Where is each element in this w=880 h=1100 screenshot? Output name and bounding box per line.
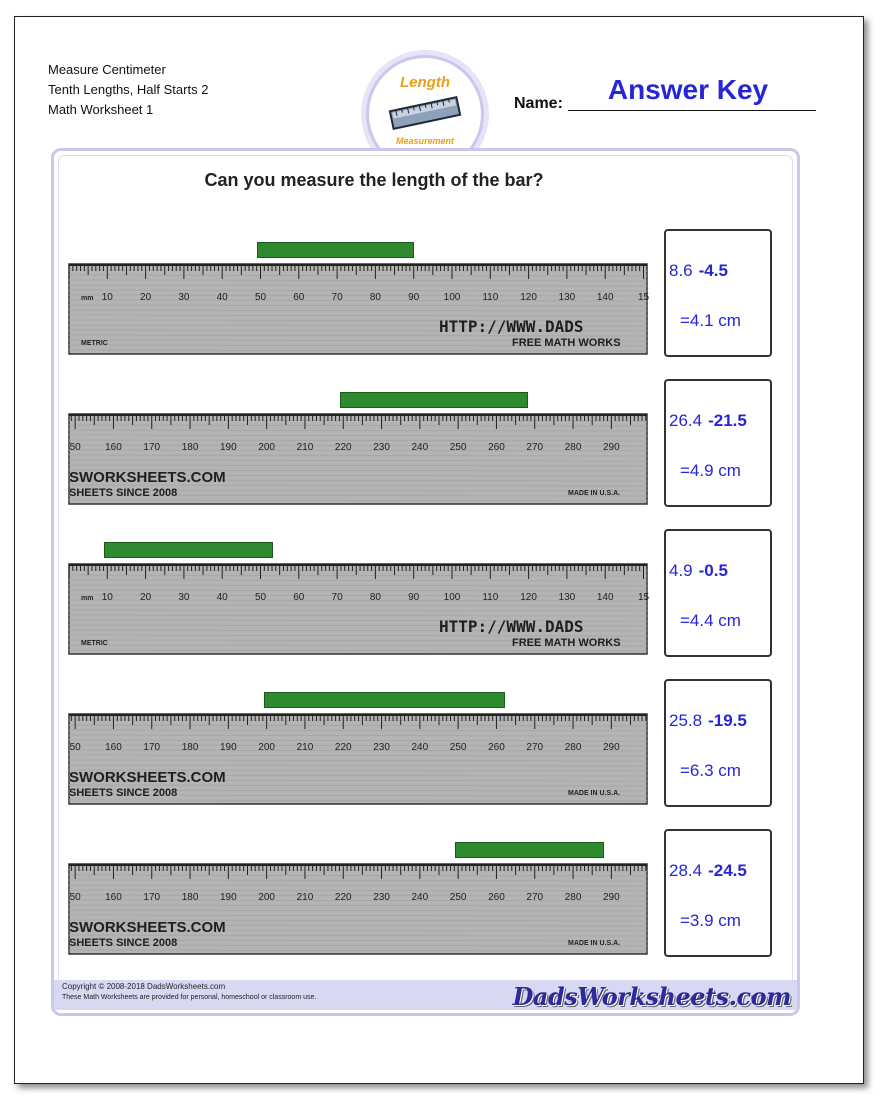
ruler-tick-label: 40 <box>216 592 228 603</box>
ruler-tick-label: 280 <box>564 892 582 903</box>
ruler-made-in: MADE IN U.S.A. <box>568 490 621 497</box>
ruler-tick-label: 180 <box>181 892 199 903</box>
answer-key-text: Answer Key <box>607 74 769 105</box>
ruler-tick-label: 230 <box>373 442 390 453</box>
ruler-tick-label: 190 <box>220 742 237 753</box>
name-label: Name: <box>514 95 563 112</box>
ruler-tick-label: 50 <box>69 442 81 453</box>
ruler-tick-label: 250 <box>449 742 467 753</box>
ruler-tagline: SHEETS SINCE 2008 <box>69 937 178 949</box>
ruler-tick-label: 200 <box>258 442 275 453</box>
logo-subtitle: Measurement <box>395 136 455 146</box>
ruler-tagline: SHEETS SINCE 2008 <box>69 787 178 799</box>
ruler-tick-label: 60 <box>293 592 305 603</box>
title-line-1: Measure Centimeter <box>48 62 166 77</box>
ruler-tick-label: 240 <box>411 442 429 453</box>
ruler-tick-label: 170 <box>143 442 161 453</box>
ruler-tick-label: 40 <box>216 292 228 303</box>
ruler-made-in: MADE IN U.S.A. <box>568 790 621 797</box>
ruler-tick-label: 280 <box>564 742 582 753</box>
ruler-tick-label: 210 <box>296 742 314 753</box>
footer <box>54 980 797 1010</box>
ruler-tick-label: 290 <box>603 742 620 753</box>
ruler <box>69 564 650 654</box>
ruler-tick-label: 20 <box>140 292 152 303</box>
ruler-made-in: MADE IN U.S.A. <box>568 940 621 947</box>
ruler-tick-label: 160 <box>105 442 122 453</box>
ruler-url: SWORKSHEETS.COM <box>69 769 226 786</box>
problem-row <box>69 692 789 822</box>
ruler-tick-label: 30 <box>178 292 190 303</box>
ruler-tick-label: 70 <box>331 592 343 603</box>
ruler-tick-label: 260 <box>488 892 505 903</box>
ruler-tagline: FREE MATH WORKS <box>512 637 621 649</box>
ruler-tick-label: 15 <box>637 592 650 603</box>
ruler-unit: mm <box>81 595 94 602</box>
worksheet-title <box>48 60 208 120</box>
ruler-tick-label: 180 <box>181 742 199 753</box>
title-line-2: Tenth Lengths, Half Starts 2 <box>48 82 209 97</box>
answer-start-value: -0.5 <box>698 561 728 580</box>
answer-box <box>664 229 772 357</box>
ruler-tick-label: 290 <box>603 442 620 453</box>
ruler-tick-label: 210 <box>296 442 314 453</box>
ruler-tick-label: 220 <box>334 742 352 753</box>
problem-row <box>69 392 789 522</box>
ruler-tick-label: 220 <box>334 442 352 453</box>
answer-box <box>664 379 772 507</box>
ruler-tick-label: 80 <box>369 592 381 603</box>
answer-start-value: -21.5 <box>708 411 747 430</box>
ruler-tick-label: 270 <box>526 892 544 903</box>
ruler-url: SWORKSHEETS.COM <box>69 919 226 936</box>
ruler-tick-label: 10 <box>101 292 113 303</box>
answer-subtraction <box>669 561 728 581</box>
answer-box <box>664 829 772 957</box>
ruler <box>69 264 650 354</box>
answer-end-value: 28.4 <box>669 861 703 880</box>
answer-subtraction <box>669 411 747 431</box>
answer-result: =4.1 cm <box>680 311 741 330</box>
ruler-tick-label: 130 <box>558 292 576 303</box>
ruler-tick-label: 170 <box>143 892 161 903</box>
ruler-tick-label: 50 <box>69 742 81 753</box>
problem-row <box>69 842 789 972</box>
answer-end-value: 4.9 <box>669 561 693 580</box>
ruler-tick-label: 100 <box>443 292 461 303</box>
answer-subtraction <box>669 861 747 881</box>
ruler-tick-label: 210 <box>296 892 314 903</box>
ruler-url: HTTP://WWW.DADS <box>439 317 584 336</box>
usage-notice: These Math Worksheets are provided for personal, homeschool or classroom use. <box>62 994 317 1001</box>
ruler-tick-label: 200 <box>258 742 275 753</box>
ruler-tick-label: 230 <box>373 742 390 753</box>
copyright-text: Copyright © 2008-2018 DadsWorksheets.com <box>62 982 226 991</box>
ruler-tick-label: 50 <box>69 892 81 903</box>
ruler-tick-label: 270 <box>526 742 544 753</box>
answer-result: =4.4 cm <box>680 611 741 630</box>
measured-bar <box>264 692 505 708</box>
answer-subtraction <box>669 261 728 281</box>
answer-subtraction <box>669 711 747 731</box>
ruler <box>69 864 647 954</box>
ruler-tick-label: 260 <box>488 442 505 453</box>
ruler <box>69 714 647 804</box>
answer-box <box>664 529 772 657</box>
title-line-3: Math Worksheet 1 <box>48 102 154 117</box>
question-heading: Can you measure the length of the bar? <box>204 170 544 190</box>
ruler-tick-label: 140 <box>596 592 614 603</box>
ruler-tick-label: 130 <box>558 592 576 603</box>
ruler-tick-label: 100 <box>443 592 461 603</box>
ruler-tick-label: 140 <box>596 292 614 303</box>
ruler-tick-label: 260 <box>488 742 505 753</box>
ruler-tick-label: 60 <box>293 292 305 303</box>
ruler-tick-label: 290 <box>603 892 620 903</box>
ruler-tick-label: 90 <box>408 592 420 603</box>
problem-row <box>69 242 789 372</box>
ruler-tick-label: 160 <box>105 892 122 903</box>
ruler-tick-label: 20 <box>140 592 152 603</box>
ruler-tick-label: 200 <box>258 892 275 903</box>
ruler-metric-label: METRIC <box>81 640 108 647</box>
ruler-tick-label: 15 <box>637 292 650 303</box>
ruler-tick-label: 250 <box>449 442 467 453</box>
ruler-tick-label: 280 <box>564 442 582 453</box>
ruler-tagline: SHEETS SINCE 2008 <box>69 487 178 499</box>
answer-end-value: 25.8 <box>669 711 703 730</box>
ruler-unit: mm <box>81 295 94 302</box>
problem-row <box>69 542 789 672</box>
ruler-tick-label: 110 <box>482 292 499 303</box>
answer-end-value: 8.6 <box>669 261 693 280</box>
ruler-url: SWORKSHEETS.COM <box>69 469 226 486</box>
ruler-tick-label: 160 <box>105 742 122 753</box>
answer-end-value: 26.4 <box>669 411 703 430</box>
ruler-tick-label: 190 <box>220 892 237 903</box>
ruler-tick-label: 80 <box>369 292 381 303</box>
answer-start-value: -24.5 <box>708 861 747 880</box>
ruler-tick-label: 230 <box>373 892 390 903</box>
ruler-tick-label: 220 <box>334 892 352 903</box>
ruler-tick-label: 120 <box>520 592 537 603</box>
answer-result: =4.9 cm <box>680 461 741 480</box>
ruler-tick-label: 10 <box>101 592 113 603</box>
answer-box <box>664 679 772 807</box>
ruler-tick-label: 250 <box>449 892 467 903</box>
answer-result: =6.3 cm <box>680 761 741 780</box>
measured-bar <box>455 842 604 858</box>
ruler-tick-label: 270 <box>526 442 544 453</box>
ruler-tick-label: 70 <box>331 292 343 303</box>
ruler <box>69 414 647 504</box>
answer-start-value: -4.5 <box>698 261 728 280</box>
name-line <box>568 110 816 111</box>
measured-bar <box>104 542 273 558</box>
ruler-tick-label: 240 <box>411 892 429 903</box>
ruler-tick-label: 90 <box>408 292 420 303</box>
ruler-tick-label: 30 <box>178 592 190 603</box>
ruler-tick-label: 120 <box>520 292 537 303</box>
ruler-tick-label: 240 <box>411 742 429 753</box>
ruler-metric-label: METRIC <box>81 340 108 347</box>
logo-title: Length <box>400 74 450 91</box>
ruler-icon <box>387 94 463 132</box>
measured-bar <box>340 392 528 408</box>
dadsworksheets-logo: DadsWorksheets.com <box>512 982 791 1011</box>
ruler-tagline: FREE MATH WORKS <box>512 337 621 349</box>
measured-bar <box>257 242 414 258</box>
ruler-tick-label: 170 <box>143 742 161 753</box>
ruler-tick-label: 50 <box>254 292 267 303</box>
answer-result: =3.9 cm <box>680 911 741 930</box>
answer-start-value: -19.5 <box>708 711 747 730</box>
ruler-tick-label: 180 <box>181 442 199 453</box>
ruler-tick-label: 110 <box>482 592 499 603</box>
ruler-tick-label: 50 <box>254 592 267 603</box>
ruler-tick-label: 190 <box>220 442 237 453</box>
ruler-url: HTTP://WWW.DADS <box>439 617 584 636</box>
